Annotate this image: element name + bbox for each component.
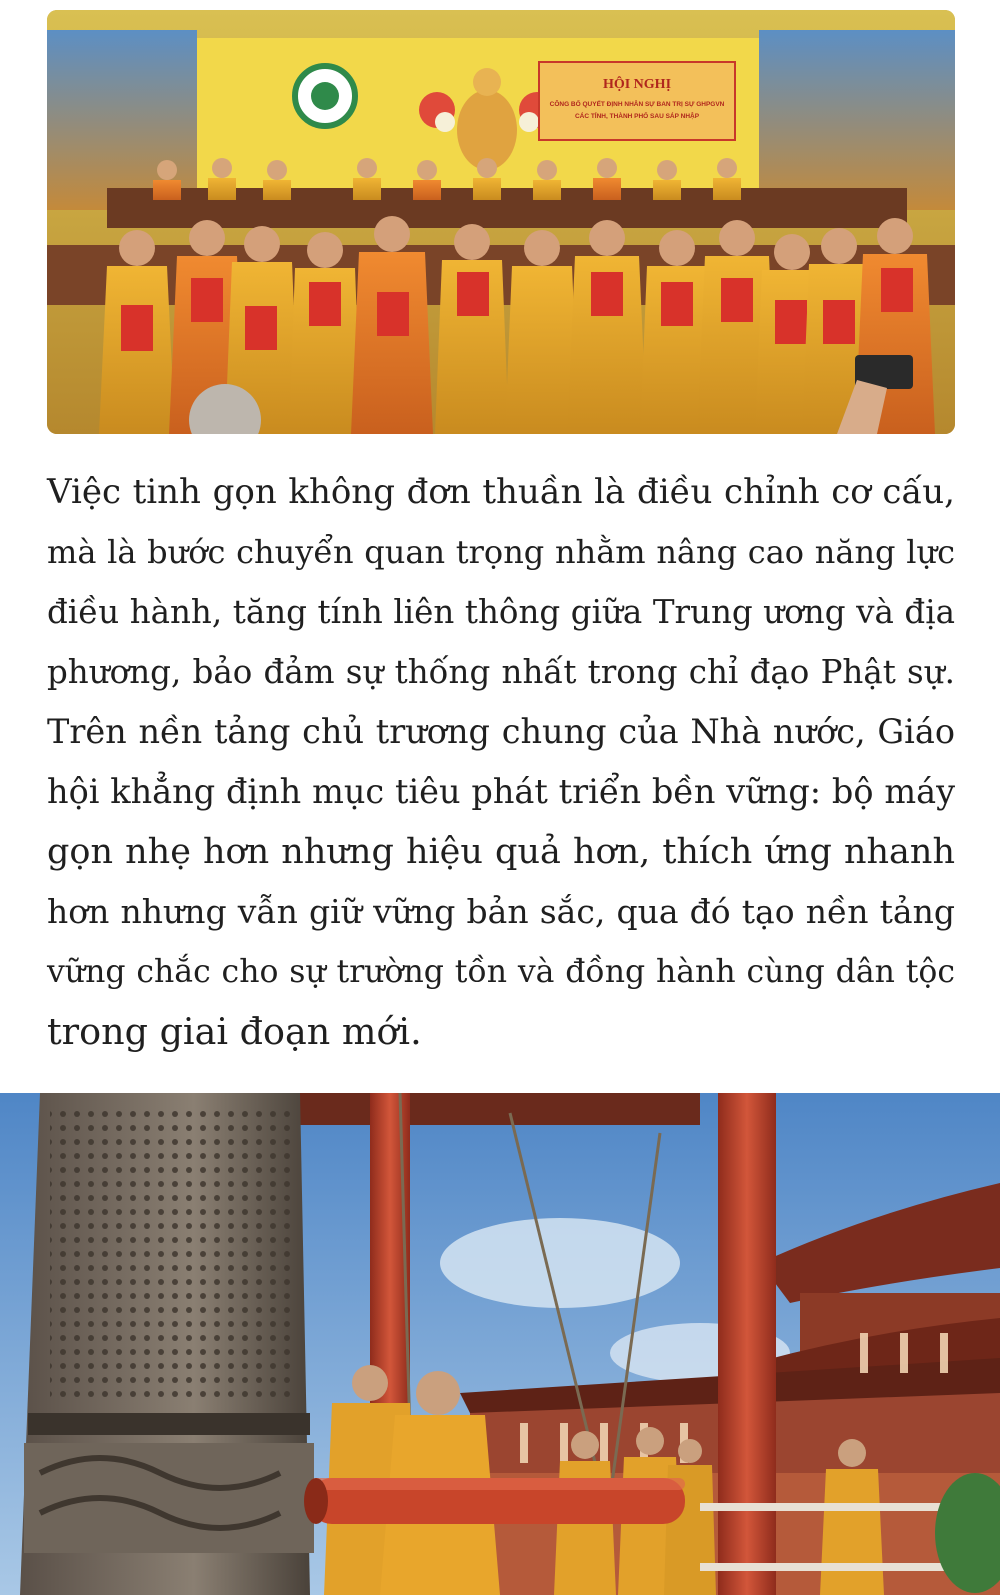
bell-ceremony-photo xyxy=(0,1093,1000,1595)
banner-title: HỘI NGHỊ xyxy=(602,77,672,92)
bell-striker-log xyxy=(304,1478,685,1524)
banner-subtitle-2: CÁC TỈNH, THÀNH PHỐ SAU SÁP NHẬP xyxy=(574,113,700,120)
conference-photo-illustration xyxy=(47,10,955,434)
article-line: hội khẳng định mục tiêu phát triển bền vững: bộ máy xyxy=(47,772,955,811)
article-line: phương, bảo đảm sự thống nhất trong chỉ đạo Phật sự. xyxy=(47,653,955,691)
bell-ceremony-illustration xyxy=(0,1093,1000,1595)
article-line: điều hành, tăng tính liên thông giữa Trung ương và địa xyxy=(47,593,955,631)
article-line: vững chắc cho sự trường tồn và đồng hành cùng dân tộc xyxy=(47,954,955,990)
article-paragraph xyxy=(47,462,955,1062)
article-line: Trên nền tảng chủ trương chung của Nhà nước, Giáo xyxy=(47,712,955,751)
article-line: gọn nhẹ hơn nhưng hiệu quả hơn, thích ứng nhanh xyxy=(47,832,955,872)
article-line: trong giai đoạn mới. xyxy=(47,1010,422,1053)
article-line: hơn nhưng vẫn giữ vững bản sắc, qua đó tạo nền tảng xyxy=(47,892,955,931)
pavilion-beam xyxy=(300,1093,700,1125)
temple-bell xyxy=(20,1093,314,1595)
article-line: mà là bước chuyển quan trọng nhằm nâng cao năng lực xyxy=(47,533,955,571)
banner-subtitle-1: CÔNG BỐ QUYẾT ĐỊNH NHÂN SỰ BAN TRỊ SỰ GHPGVN xyxy=(549,101,725,108)
right-screen xyxy=(759,30,955,210)
red-pillar xyxy=(718,1093,776,1595)
conference-photo xyxy=(47,10,955,434)
article-line: Việc tinh gọn không đơn thuần là điều chỉnh cơ cấu, xyxy=(47,472,955,512)
